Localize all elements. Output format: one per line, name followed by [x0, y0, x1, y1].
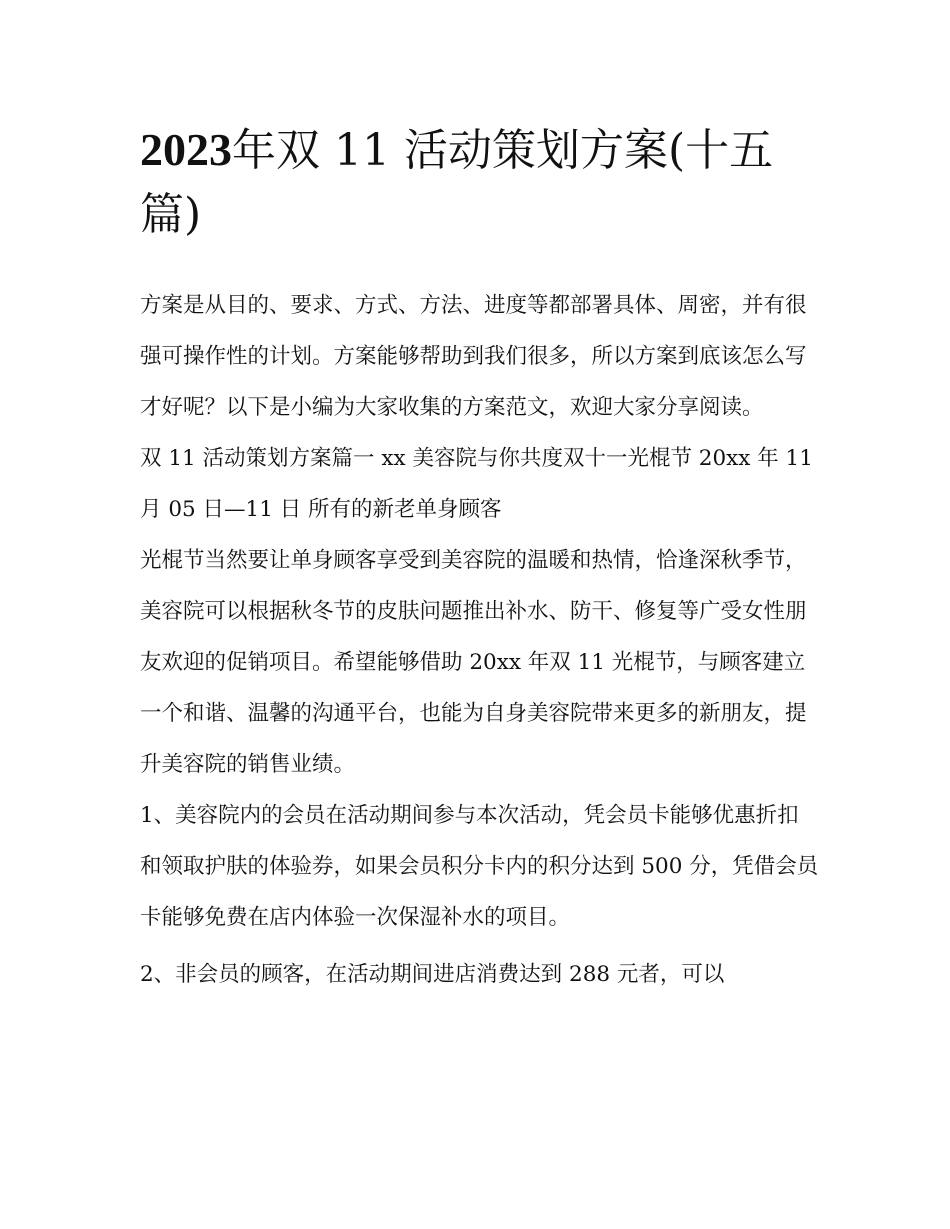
title-year: 2023	[140, 124, 232, 175]
purpose-paragraph: 光棍节当然要让单身顾客享受到美容院的温暖和热情，恰逢深秋季节，美容院可以根据秋冬节的皮肤问题推出补水、防干、修复等广受女性朋友欢迎的促销项目。希望能够借助 20xx 年双 11 光棍节，与顾客建立一个和谐、温馨的沟通平台，也能为自身美容院带来更多的新朋友，提升美容院的销售业绩。	[140, 548, 807, 777]
document-body	[140, 280, 820, 1000]
document-title	[140, 118, 820, 247]
title-text: 年双 11 活动策划方案(十五篇)	[140, 125, 774, 240]
section-heading-paragraph: 双 11 活动策划方案篇一 xx 美容院与你共度双十一光棍节 20xx 年 11 月 05 日—11 日 所有的新老单身顾客	[140, 446, 813, 522]
list-item-1: 1、美容院内的会员在活动期间参与本次活动，凭会员卡能够优惠折扣和领取护肤的体验券，如果会员积分卡内的积分达到 500 分，凭借会员卡能够免费在店内体验一次保湿补水的项目。	[140, 803, 819, 930]
list-item-2: 2、非会员的顾客，在活动期间进店消费达到 288 元者，可以	[140, 962, 725, 987]
intro-paragraph: 方案是从目的、要求、方式、方法、进度等都部署具体、周密，并有很强可操作性的计划。方案能够帮助到我们很多，所以方案到底该怎么写才好呢？以下是小编为大家收集的方案范文，欢迎大家分享阅读。	[140, 293, 807, 420]
